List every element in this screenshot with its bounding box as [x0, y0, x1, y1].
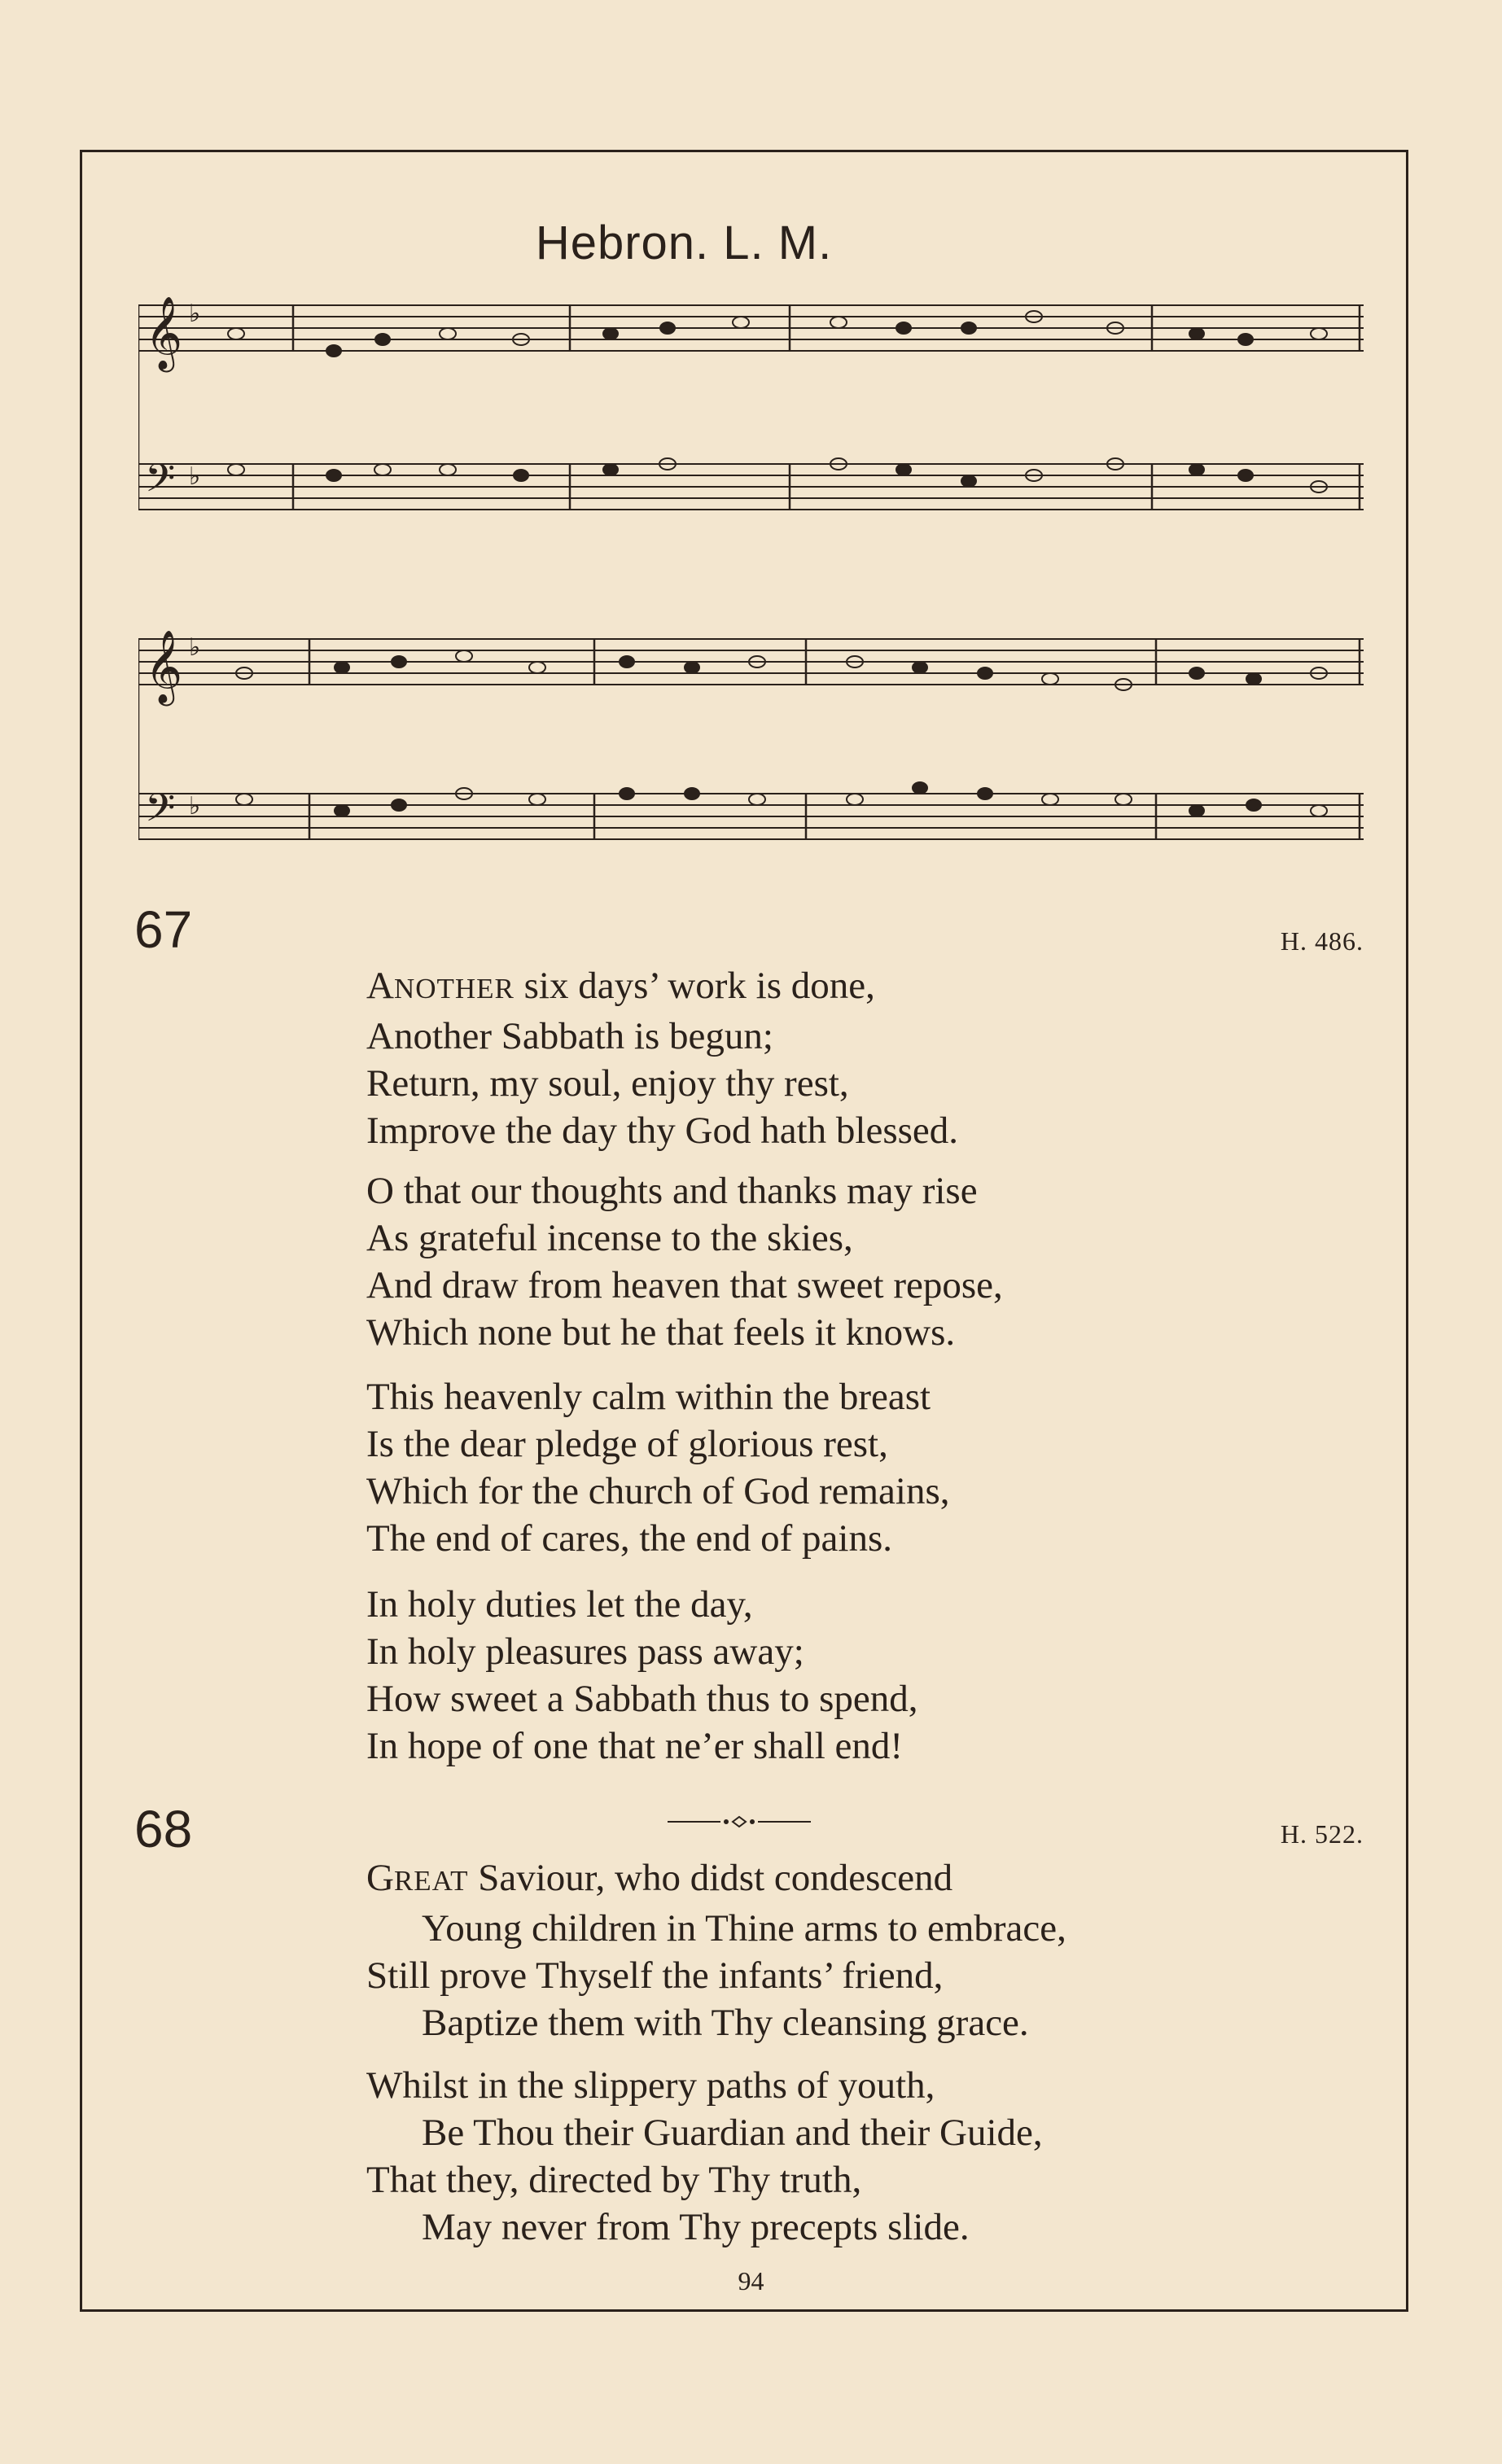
hymn-number: 67 [134, 900, 193, 959]
verse-line: Return, my soul, enjoy thy rest, [366, 1062, 849, 1105]
verse-line: The end of cares, the end of pains. [366, 1517, 892, 1560]
staff-treble-1 [138, 305, 1364, 351]
verse-line: In hope of one that ne’er shall end! [366, 1725, 904, 1767]
stanza-67-3 [366, 1373, 950, 1562]
staff-bass-1 [138, 464, 1364, 510]
tune-title: Hebron. L. M. [535, 217, 833, 269]
notes-bass-2 [236, 782, 1327, 816]
verse-line: This heavenly calm within the breast [366, 1376, 931, 1418]
verse-line: As grateful incense to the skies, [366, 1217, 853, 1259]
verse-line: Still prove Thyself the infants’ friend, [366, 1954, 944, 1997]
verse-line: Is the dear pledge of glorious rest, [366, 1423, 888, 1465]
staff-treble-2 [138, 639, 1364, 685]
verse-line: And draw from heaven that sweet repose, [366, 1264, 1003, 1306]
hymn-reference: H. 486. [1280, 926, 1364, 956]
verse-line: In holy pleasures pass away; [366, 1630, 804, 1673]
stanza-67-2 [366, 1167, 1003, 1356]
flat-icon: ♭ [189, 462, 201, 491]
drop-cap: G [366, 1857, 394, 1899]
treble-clef-icon: 𝄞 [145, 630, 183, 703]
verse-line: Improve the day thy God hath blessed. [366, 1109, 959, 1152]
verse-line: GREAT Saviour, who didst condescend [366, 1857, 953, 1899]
verse-line: That they, directed by Thy truth, [366, 2159, 862, 2201]
staff-bass-2 [138, 794, 1364, 839]
verse-line: May never from Thy precepts slide. [422, 2206, 970, 2248]
verse-line: Another Sabbath is begun; [366, 1015, 773, 1057]
verse-line: Which none but he that feels it knows. [366, 1311, 956, 1354]
small-caps: NOTHER [393, 973, 515, 1004]
music-score [138, 289, 1372, 867]
verse-line: Whilst in the slippery paths of youth, [366, 2064, 935, 2107]
verse-line: How sweet a Sabbath thus to spend, [366, 1678, 918, 1720]
ornament-divider [668, 1814, 814, 1830]
hymn-number: 68 [134, 1800, 193, 1858]
drop-cap: A [366, 965, 394, 1007]
treble-clef-icon: 𝄞 [145, 296, 183, 370]
flat-icon: ♭ [189, 633, 201, 662]
flat-icon: ♭ [189, 792, 201, 821]
verse-line: Baptize them with Thy cleansing grace. [422, 2002, 1029, 2044]
notes-treble-1 [228, 311, 1327, 357]
stanza-67-1 [366, 962, 958, 1154]
verse-line: Young children in Thine arms to embrace, [422, 1907, 1066, 1950]
verse-line: ANOTHER six days’ work is done, [366, 965, 875, 1007]
stanza-67-4 [366, 1581, 917, 1770]
stanza-68-2 [366, 2062, 1043, 2251]
bass-clef-icon: 𝄢 [145, 785, 176, 840]
verse-line: In holy duties let the day, [366, 1583, 753, 1626]
small-caps: REAT [393, 1865, 469, 1897]
verse-line: O that our thoughts and thanks may rise [366, 1170, 978, 1212]
stanza-68-1 [366, 1854, 1066, 2046]
flat-icon: ♭ [189, 300, 201, 328]
bass-clef-icon: 𝄢 [145, 455, 176, 510]
page-number: 94 [738, 2266, 764, 2296]
hymn-reference: H. 522. [1280, 1819, 1364, 1849]
verse-line: Be Thou their Guardian and their Guide, [422, 2112, 1043, 2154]
verse-line: Which for the church of God remains, [366, 1470, 950, 1512]
